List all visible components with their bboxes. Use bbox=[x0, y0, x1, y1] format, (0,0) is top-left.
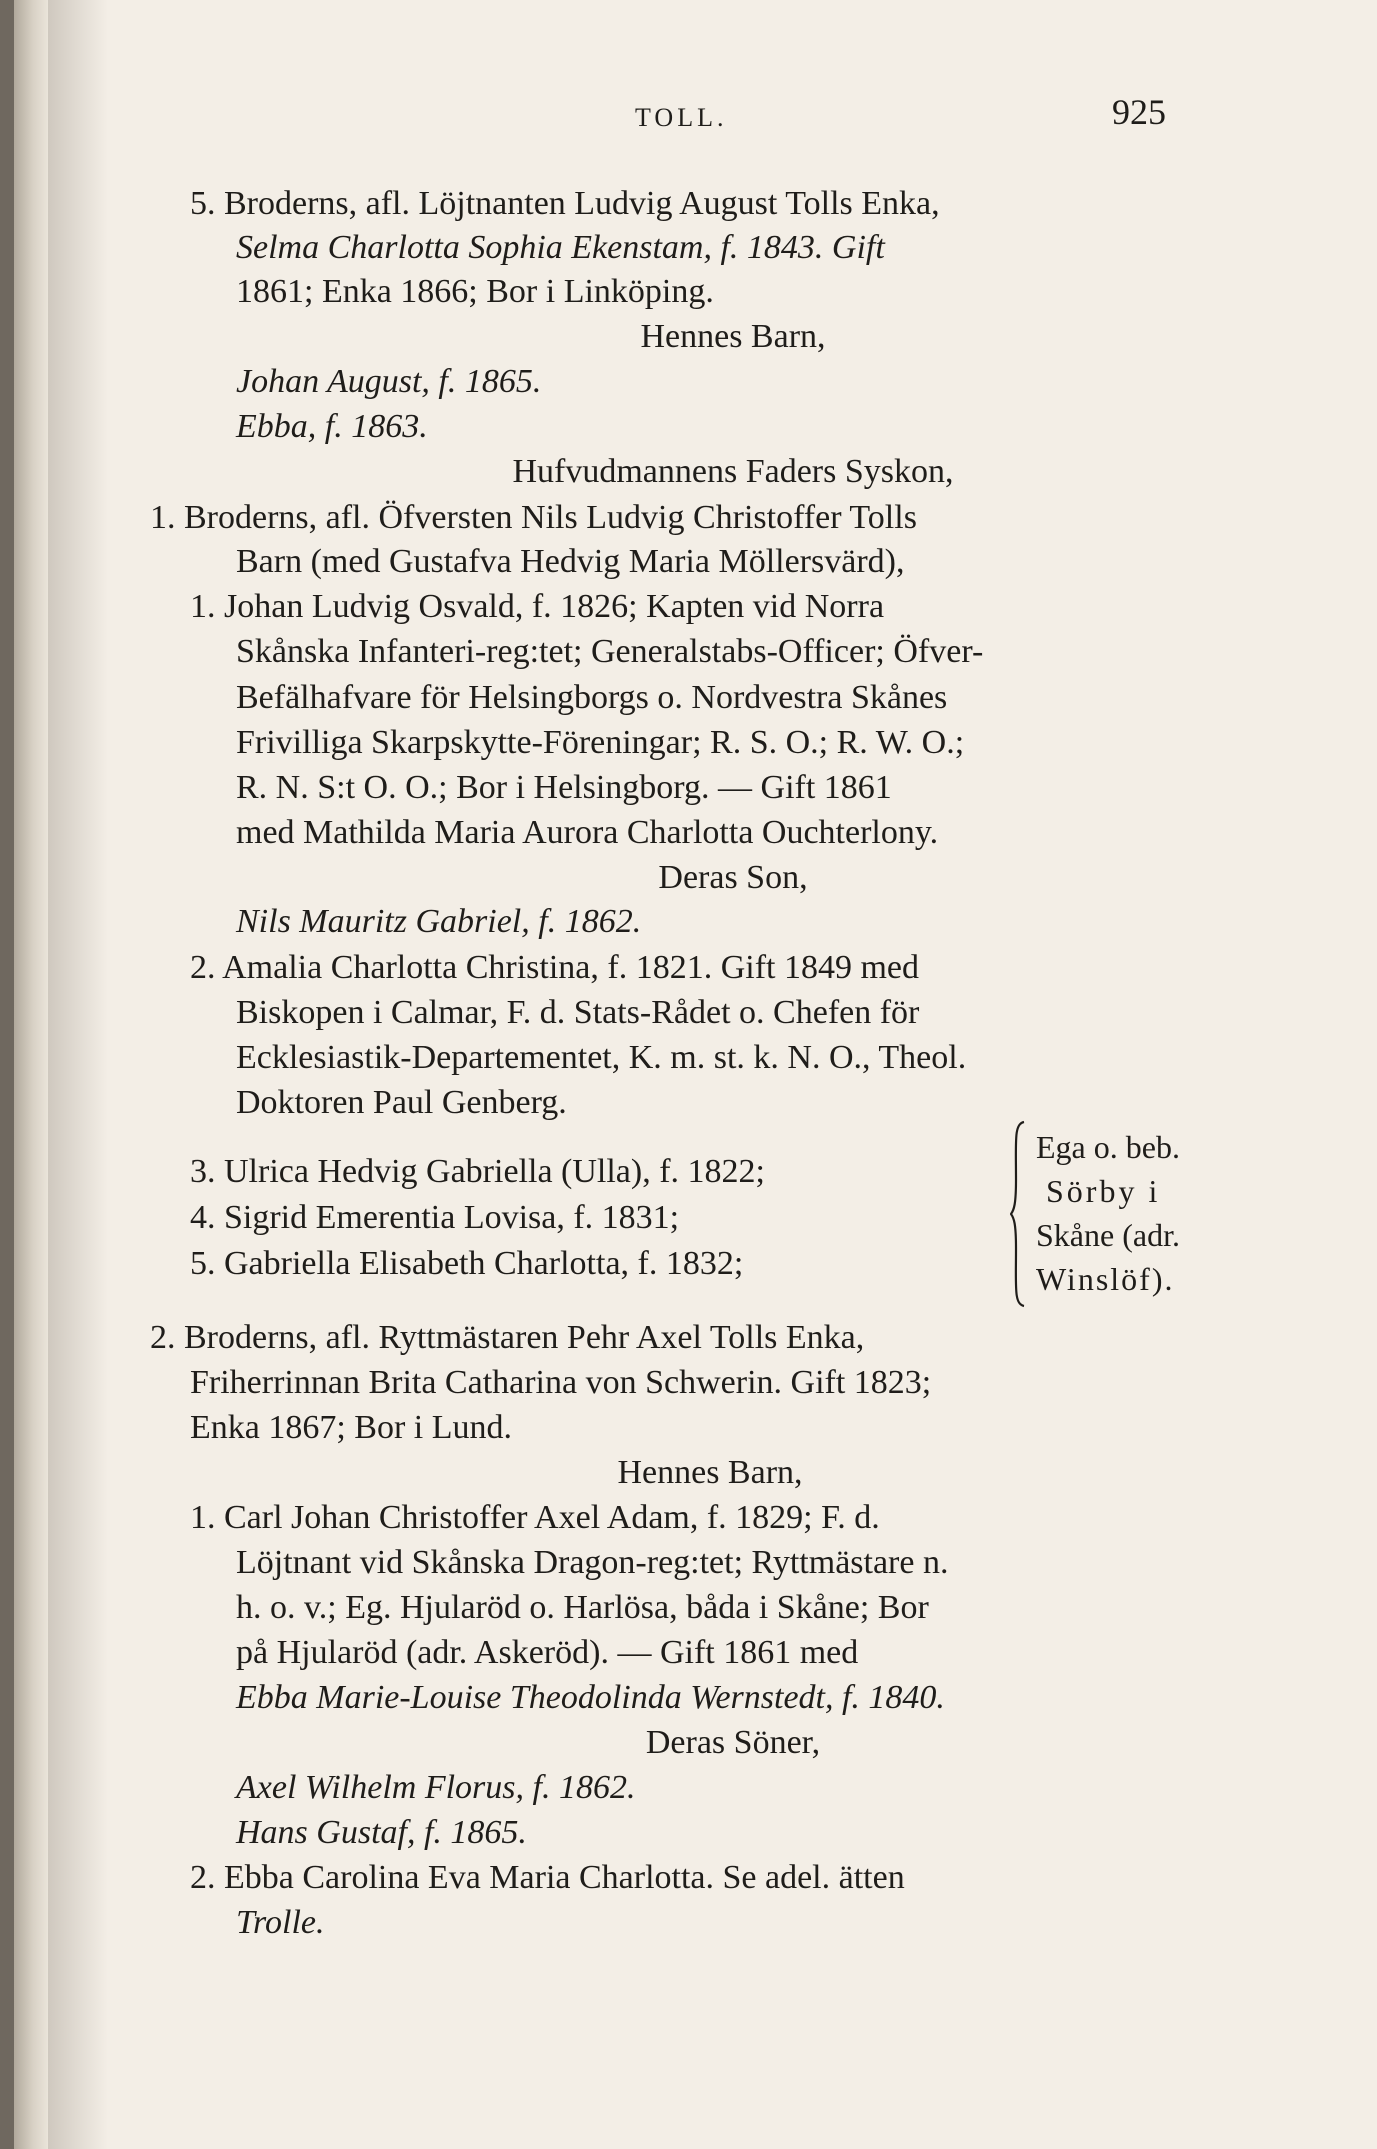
text-line: Friherrinnan Brita Catharina von Schwerin. Gift 1823; bbox=[190, 1364, 932, 1401]
section-heading: Deras Son, bbox=[658, 859, 808, 896]
text-line: 1. Carl Johan Christoffer Axel Adam, f. 1829; F. d. bbox=[190, 1499, 880, 1536]
section-heading: Hufvudmannens Faders Syskon, bbox=[512, 453, 954, 490]
text-line: h. o. v.; Eg. Hjularöd o. Harlösa, båda i Skåne; Bor bbox=[236, 1589, 929, 1626]
text-line: 2. Ebba Carolina Eva Maria Charlotta. Se adel. ätten bbox=[190, 1859, 905, 1896]
text-line: Enka 1867; Bor i Lund. bbox=[190, 1409, 513, 1446]
text-line: 5. Broderns, afl. Löjtnanten Ludvig August Tolls Enka, bbox=[190, 185, 940, 222]
brace-note-line: Sörby i bbox=[1046, 1173, 1161, 1209]
text-line: Ecklesiastik-Departementet, K. m. st. k. N. O., Theol. bbox=[236, 1039, 967, 1076]
curly-brace-icon bbox=[1010, 1120, 1028, 1308]
text-line: 5. Gabriella Elisabeth Charlotta, f. 1832; bbox=[190, 1245, 744, 1282]
text-line: Axel Wilhelm Florus, f. 1862. bbox=[236, 1769, 636, 1806]
page-number: 925 bbox=[1112, 92, 1166, 132]
text-line: 2. Broderns, afl. Ryttmästaren Pehr Axel Tolls Enka, bbox=[150, 1319, 865, 1356]
text-line: 4. Sigrid Emerentia Lovisa, f. 1831; bbox=[190, 1199, 680, 1236]
text-line: Doktoren Paul Genberg. bbox=[236, 1084, 567, 1121]
text-line: Ebba Marie-Louise Theodolinda Wernstedt, f. 1840. bbox=[236, 1679, 945, 1716]
running-title: TOLL. bbox=[635, 103, 728, 132]
text-line: 2. Amalia Charlotta Christina, f. 1821. Gift 1849 med bbox=[190, 949, 920, 986]
text-line: på Hjularöd (adr. Askeröd). — Gift 1861 med bbox=[236, 1634, 859, 1671]
text-line: Selma Charlotta Sophia Ekenstam, f. 1843. Gift bbox=[236, 229, 885, 266]
brace-note-line: Skåne (adr. bbox=[1036, 1217, 1180, 1253]
brace-note-line: Winslöf). bbox=[1036, 1261, 1175, 1297]
text-line: 1. Johan Ludvig Osvald, f. 1826; Kapten vid Norra bbox=[190, 588, 885, 625]
page-gutter-shadow bbox=[48, 0, 108, 2149]
text-line: Biskopen i Calmar, F. d. Stats-Rådet o. Chefen för bbox=[236, 994, 920, 1031]
binding-edge bbox=[0, 0, 14, 2149]
text-line: Befälhafvare för Helsingborgs o. Nordvestra Skånes bbox=[236, 679, 948, 716]
text-line: Trolle. bbox=[236, 1904, 325, 1941]
text-line: Ebba, f. 1863. bbox=[236, 408, 428, 445]
section-heading: Hennes Barn, bbox=[640, 318, 826, 355]
text-line: 3. Ulrica Hedvig Gabriella (Ulla), f. 1822; bbox=[190, 1153, 765, 1190]
text-line: R. N. S:t O. O.; Bor i Helsingborg. — Gift 1861 bbox=[236, 769, 892, 806]
text-line: Nils Mauritz Gabriel, f. 1862. bbox=[236, 903, 642, 940]
section-heading: Hennes Barn, bbox=[617, 1454, 803, 1491]
text-line: med Mathilda Maria Aurora Charlotta Ouchterlony. bbox=[236, 814, 939, 851]
text-line: Frivilliga Skarpskytte-Föreningar; R. S. O.; R. W. O.; bbox=[236, 724, 965, 761]
text-line: Hans Gustaf, f. 1865. bbox=[236, 1814, 527, 1851]
section-heading: Deras Söner, bbox=[645, 1724, 821, 1761]
brace-note-line: Ega o. beb. bbox=[1036, 1129, 1180, 1165]
text-line: Löjtnant vid Skånska Dragon-reg:tet; Ryttmästare n. bbox=[236, 1544, 949, 1581]
text-line: 1. Broderns, afl. Öfversten Nils Ludvig Christoffer Tolls bbox=[150, 499, 917, 536]
text-line: Johan August, f. 1865. bbox=[236, 363, 542, 400]
text-line: Skånska Infanteri-reg:tet; Generalstabs-Officer; Öfver- bbox=[236, 633, 984, 670]
text-line: 1861; Enka 1866; Bor i Linköping. bbox=[236, 273, 714, 310]
text-line: Barn (med Gustafva Hedvig Maria Möllersvärd), bbox=[236, 543, 905, 580]
